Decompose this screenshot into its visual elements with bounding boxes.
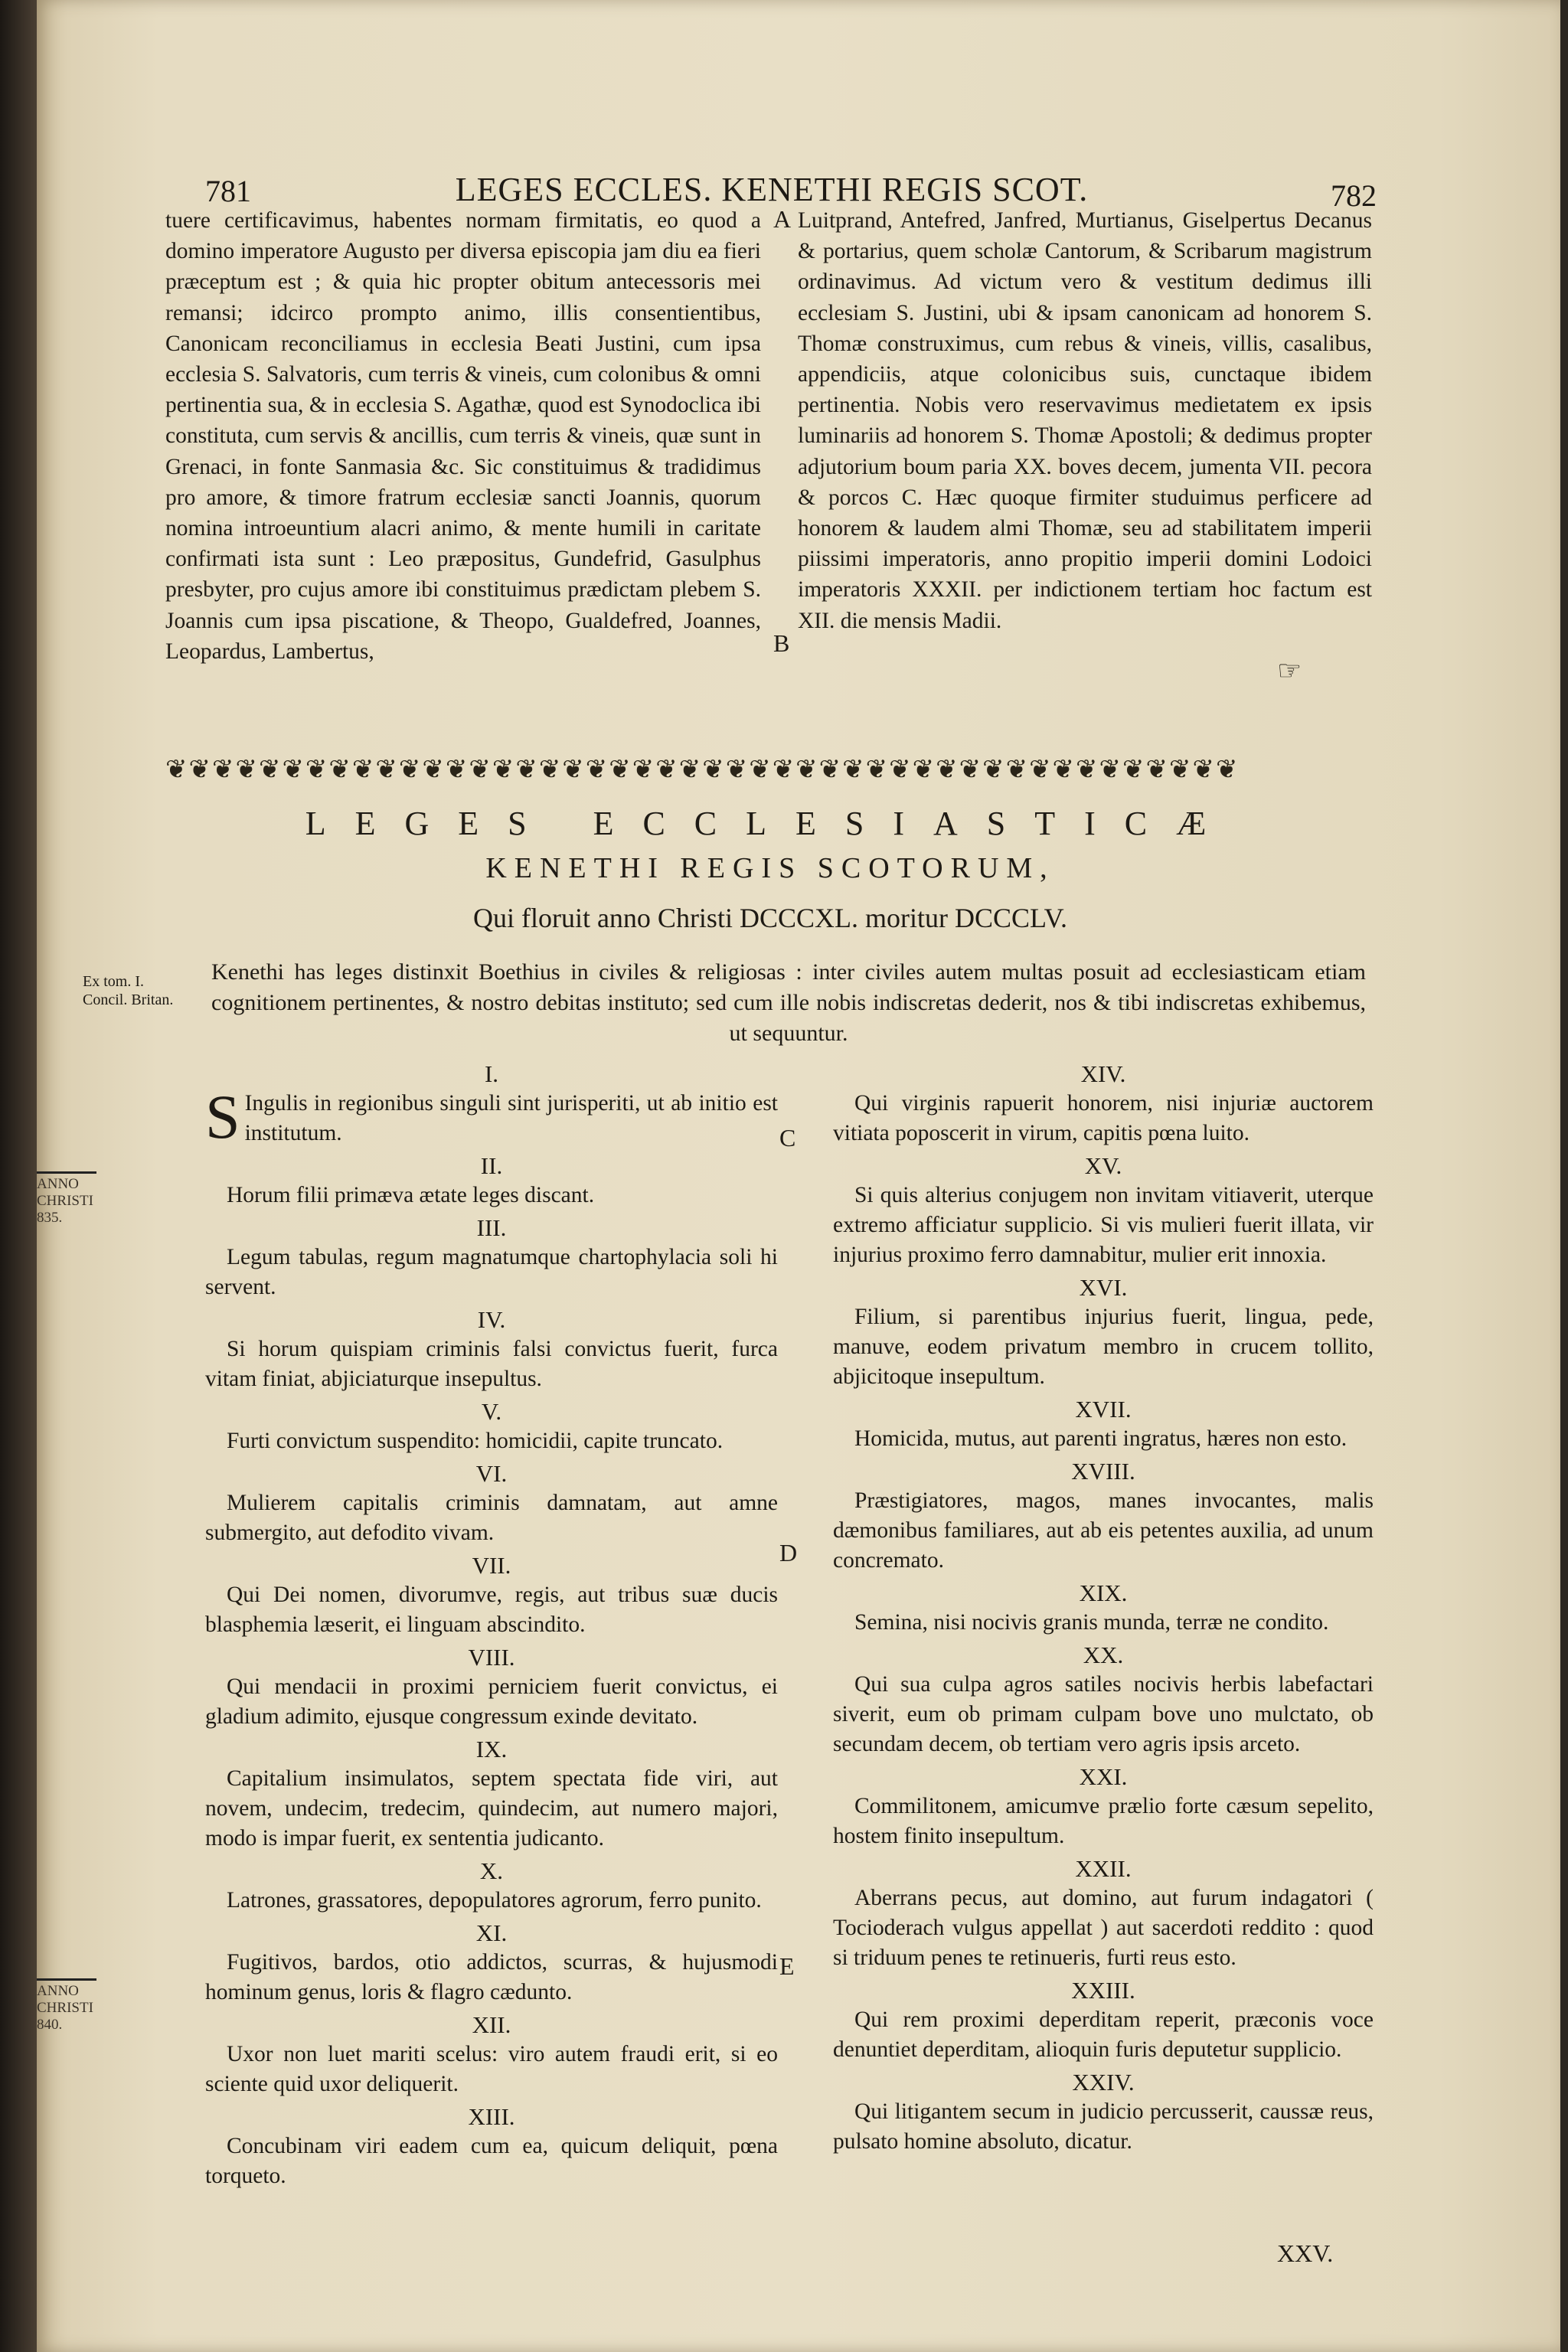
source-note: Ex tom. I. Concil. Britan. [83,973,174,1008]
page-number-left: 781 [205,174,251,208]
law-text: Legum tabulas, regum magnatumque chartophylacia soli hi servent. [205,1245,778,1299]
introduction: Kenethi has leges distinxit Boethius in civiles & religiosas : inter civiles autem multas posuit ad ecclesiasticam etiam cognitionem pertinentes, & nostro debitas instituto; sed cum ille nobis indiscretas dederit, nos & tibi indiscretas exhibemus, ut sequuntur. [211,959,1366,1046]
law-number: XIX. [1079,1579,1128,1606]
law-text: Si horum quispiam criminis falsi convictus fuerit, furca vitam finiat, abjiciaturque insepultus. [205,1337,778,1391]
law-number: X. [479,1857,504,1884]
ornament-band: ❦❦❦❦❦❦❦❦❦❦❦❦❦❦❦❦❦❦❦❦❦❦❦❦❦❦❦❦❦❦❦❦❦❦❦❦❦❦❦❦❦❦❦❦❦❦ [165,756,1240,784]
law-number: XII. [472,2011,511,2038]
law-text: Præstigiatores, magos, manes invocantes, malis dæmonibus familiares, aut ab eis petentes auxilia, ad unum concremato. [833,1488,1374,1573]
law-number: V. [481,1398,502,1425]
law-text: Latrones, grassatores, depopulatores agrorum, ferro punito. [227,1888,762,1913]
law-text: Commilitonem, amicumve prælio forte cæsum sepelito, hostem finito insepultum. [833,1794,1374,1848]
section-marker-d: D [779,1539,798,1566]
law-text: Si quis alterius conjugem non invitam vitiaverit, uterque extremo afficiatur supplicio. Si vis mulieri fuerit illata, vir injurius proximo ferro damnabitur, mulier erit innoxia. [833,1183,1374,1267]
law-number: XVI. [1079,1274,1128,1301]
section-marker-b: B [773,629,790,657]
law-text: Qui sua culpa agros satiles nocivis herbis labefactari siverit, eum ob primam culpam bove uno mulctato, ob secundam decem, ob tertiam vero agris ipsis arceto. [833,1672,1374,1756]
margin-anno-840 [37,1983,106,2034]
law-text: Homicida, mutus, aut parenti ingratus, hæres non esto. [854,1426,1348,1451]
page-number-right: 782 [1331,178,1377,213]
law-number: IV. [477,1306,506,1333]
law-text: Mulierem capitalis criminis damnatam, aut amne submergito, aut defodito vivam. [205,1491,778,1545]
law-text: Capitalium insimulatos, septem spectata fide viri, aut novem, undecim, tredecim, quindecim, aut numero majori, modo is impar fuerit, ex sententia judicanto. [205,1766,778,1851]
law-body: Ingulis in regionibus singuli sint jurisperiti, ut ab initio est institutum. [244,1091,778,1145]
running-title: LEGES ECCLES. KENETHI REGIS SCOT. [455,171,1089,208]
law-number: XIV. [1080,1060,1126,1087]
laws-left-column [205,1057,778,2191]
law-text: Aberrans pecus, aut domino, aut furum indagatori ( Tocioderach vulgus appellat ) aut sacerdoti reddito : quod si triduum penes te retinueris, furti reus esto. [833,1886,1374,1970]
anno-text: ANNO CHRISTI 835. [37,1176,93,1226]
law-number: XX. [1083,1642,1124,1668]
law-text: Horum filii primæva ætate leges discant. [227,1183,595,1207]
section-marker-c: C [779,1124,796,1152]
law-text: Fugitivos, bardos, otio addictos, scurras, & hujusmodi hominum genus, loris & flagro cædunto. [205,1950,778,2004]
laws-right-column [833,1057,1374,2157]
pointing-hand-icon: ☞ [1277,655,1302,686]
law-number: I. [484,1060,499,1087]
dates-line: Qui floruit anno Christi DCCCXL. moritur DCCCLV. [472,903,1068,933]
law-text: Filium, si parentibus injurius fuerit, lingua, pede, manuve, eodem privatum membro in crucem tollito, abjicitoque insepultum. [833,1305,1374,1389]
top-left-text: tuere certificavimus, habentes normam firmitatis, eo quod a domino imperatore Augusto per diversa episcopia jam diu ea fieri præceptum est ; & quia hic propter obitum antecessoris mei remansi; idcirco prompto animo, illis consentientibus, Canonicam reconciliamus in ecclesia Beati Justini, cum ipsa ecclesia S. Salvatoris, cum terris & vineis, cum colonibus & omni pertinentia sua, & in ecclesia S. Agathæ, quod est Synodoclica ibi constituta, cum servis & ancillis, cum terris & vineis, quæ sunt in Grenaci, in fonte Sanmasia &c. Sic constituimus & tradidimus pro amore, & timore fratrum ecclesiæ sancti Joannis, quorum nomina introeuntium alacri animo, & mente humili in caritate confirmati ista sunt : Leo præpositus, Gundefrid, Gasulphus presbyter, pro cujus amore ibi constituimus prædictam plebem S. Joannis cum ipsa piscatione, & Theopo, Gualdefred, Joannes, Leopardus, Lambertus, [165,208,761,664]
law-text: Concubinam viri eadem cum ea, quicum deliquit, pœna torqueto. [205,2134,778,2188]
law-number: XIII. [468,2103,515,2130]
law-number: VII. [472,1552,511,1579]
law-number: XI. [475,1919,508,1946]
margin-anno-835 [37,1176,106,1227]
top-right-text: Luitprand, Antefred, Janfred, Murtianus, Giselpertus Decanus & portarius, quem scholæ Cantorum, & Scribarum magistrum ordinavimus. Ad victum vero & vestitum dedimus illi ecclesiam S. Justini, ubi & ipsam canonicam ad honorem S. Thomæ construximus, cum rebus & vineis, villis, casalibus, appendiciis, atque colonicibus suis, cunctaque ibidem pertinentia. Nobis vero reservavimus medietatem ex ipsis luminariis ad honorem S. Thomæ Apostoli; & dedimus propter adjutorium boum paria XX. boves decem, jumenta VII. pecora & porcos C. Hæc quoque firmiter studuimus perficere ad honorem & laudem almi Thomæ, seu ad stabilitatem imperii piissimi imperatoris, anno propitio imperii domini Lodoici imperatoris XXXII. per indictionem tertiam hoc factum est XII. die mensis Madii. [798,208,1372,633]
law-number: VI. [475,1460,508,1487]
main-title: LEGES ECCLESIASTICÆ [305,805,1236,842]
law-number: II. [480,1152,503,1179]
law-number: XVII. [1075,1396,1132,1423]
law-text: Semina, nisi nocivis granis munda, terræ ne condito. [854,1610,1329,1635]
law-text: Qui rem proximi deperditam reperit, præconis voce denuntiet deperditam, alioquin furis deputetur supplicio. [833,2007,1374,2062]
law-number: XVIII. [1071,1458,1135,1485]
law-text [205,1082,778,1152]
law-number: XXII. [1075,1855,1132,1882]
anno-text: ANNO CHRISTI 840. [37,1983,93,2033]
law-text: Uxor non luet mariti scelus: viro autem fraudi erit, si eo sciente quid uxor deliquerit. [205,2042,778,2096]
law-text: Qui mendacii in proximi perniciem fuerit convictus, ei gladium adimito, ejusque congressum exinde devitato. [205,1674,778,1729]
law-number: IX. [475,1736,508,1762]
top-right-column [798,205,1372,636]
subtitle: KENETHI REGIS SCOTORUM, [485,852,1055,884]
drop-cap: S [205,1082,240,1152]
section-marker-e: E [779,1952,795,1980]
law-number: XV. [1084,1152,1122,1179]
law-text: Qui litigantem secum in judicio percusserit, caussæ reus, pulsato homine absoluto, dicatur. [833,2099,1374,2154]
law-number: XXIV. [1072,2069,1135,2096]
law-text: Qui Dei nomen, divorumve, regis, aut tribus suæ ducis blasphemia læserit, ei linguam abscindito. [205,1583,778,1637]
law-number: XXI. [1079,1763,1128,1790]
law-number: VIII. [468,1644,515,1671]
law-number: XXIII. [1071,1977,1135,2004]
law-text: Qui virginis rapuerit honorem, nisi injuriæ auctorem vitiata poposcerit in virum, capitis pœna luito. [833,1091,1374,1145]
section-marker-a: A [773,205,792,233]
top-left-column [165,205,761,667]
book-binding [0,0,37,2352]
book-page [37,0,1560,2352]
catchword: XXV. [1277,2239,1334,2267]
law-number: III. [476,1214,507,1241]
law-text: Furti convictum suspendito: homicidii, capite truncato. [227,1429,724,1453]
